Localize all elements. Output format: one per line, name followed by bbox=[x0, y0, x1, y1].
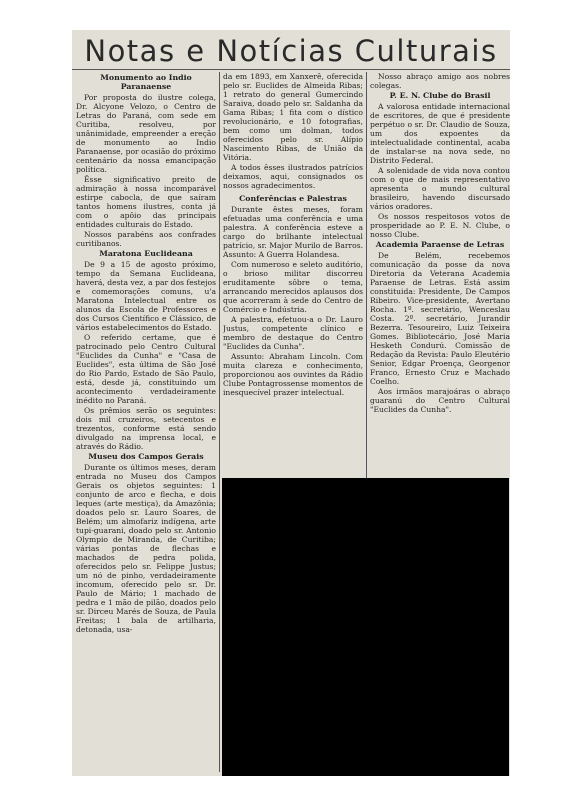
paragraph: Aos irmãos marajoáras o abraço guaranú do Centro Cultural "Euclides da Cunha". bbox=[370, 387, 510, 414]
paragraph: Os nossos respeitosos votos de prosperidade ao P. E. N. Clube, o nosso Clube. bbox=[370, 212, 510, 239]
page-title: Notas e Notícias Culturais bbox=[84, 34, 498, 68]
paragraph: Êsse significativo preito de admiração à nossa incomparável estirpe cabocla, de que saíram tantos homens ilustres, conta já com o apôio das principais entidades culturais do Estado. bbox=[76, 175, 216, 229]
redacted-block bbox=[222, 478, 509, 776]
paragraph: da em 1893, em Xanxerê, oferecida pelo sr. Euclides de Almeida Ribas; 1 retrato do general Gumercindo Saraiva, doado pelo sr. Saldanha da Gama Ribas; 1 fita com o dístico revolucionário, e 10 fotografias, bem como um dolman, todos oferecidos pelo sr. Alípio Nascimento Ribas, de União da Vitória. bbox=[223, 72, 363, 162]
paragraph: Os prêmios serão os seguintes: dois mil cruzeiros, setecentos e trezentos, conforme está sendo divulgado na imprensa local, e através do Rádio. bbox=[76, 406, 216, 451]
section-heading: Conferências e Palestras bbox=[239, 194, 347, 203]
paragraph: De Belém, recebemos comunicação da posse da nova Diretoria da Veterana Academia Paraense de Letras. Está assim constituida: Presidente, De Campos Ribeiro. Vice-presidente, Avertano Rocha. 1º. secretário, Wenceslau Costa. 2º. secretário, Jurandir Bezerra. Tesoureiro, Luiz Teixeira Gomes. Bibliotecário, José Maria Hesketh Condurú. Comissão de Redação da Revista: Paulo Eleutério Senior, Edgar Proença, Georgenor Franco, Ernesto Cruz e Machado Coelho. bbox=[370, 251, 510, 386]
paragraph: Durante os últimos meses, deram entrada no Museu dos Campos Gerais os objetos seguintes: 1 conjunto de arco e flecha, e dois leques (arte mestiça), da Amazônia; doados pelo sr. Lauro Soares, de Belém; um almofariz indígena, arte tupi-guarani, doado pelo sr. Antonio Olympio de Miranda, de Curitiba; várias pontas de flechas e machados de pedra polida, oferecidos pelo sr. Felippe Justus; um nó de pinho, verdadeiramente incomum, oferecido pelo sr. Dr. Paulo de Mário; 1 machado de pedra e 1 mão de pilão, doados pelo sr. Dirceu Marés de Souza, de Paula Freitas; 1 bala de artilharia, detonada, usa- bbox=[76, 463, 216, 634]
column-divider bbox=[366, 72, 367, 492]
paragraph: Por proposta do ilustre colega, Dr. Alcyone Velozo, o Centro de Letras do Paraná, com sede em Curitiba, resolveu, por unânimidade, empreender a ereção de monumento ao Indio Paranaense, por ocasião do próximo centenário da nossa emancipação política. bbox=[76, 93, 216, 174]
section-heading: Monumento ao Indio Paranaense bbox=[100, 73, 192, 91]
section-heading: Academia Paraense de Letras bbox=[375, 240, 505, 249]
paragraph: A solenidade de vida nova contou com o que de mais representativo apresenta o mundo cultural brasileiro, havendo discursado vários oradores. bbox=[370, 166, 510, 211]
paragraph: Assunto: Abraham Lincoln. Com muita clareza e conhecimento, proporcionou aos ouvintes da Rádio Clube Pontagrossense momentos de inesquecível prazer intelectual. bbox=[223, 352, 363, 397]
paragraph: Nosso abraço amigo aos nobres colegas. bbox=[370, 72, 510, 90]
section-heading: Maratona Euclideana bbox=[99, 249, 193, 258]
paragraph: O referido certame, que é patrocinado pelo Centro Cultural "Euclides da Cunha" e "Casa de Euclides", esta última de São José do Rio Pardo, Estado de São Paulo, está, desde já, constituindo um acontecimento verdadeiramente inédito no Paraná. bbox=[76, 333, 216, 405]
paragraph: Durante êstes meses, foram efetuadas uma conferência e uma palestra. A conferência esteve a cargo do brilhante intelectual patrício, sr. Major Murilo de Barros. Assunto: A Guerra Holandesa. bbox=[223, 205, 363, 259]
paragraph: A valorosa entidade internacional de escritores, de que é presidente perpétuo o sr. Dr. Claudio de Souza, um dos expoentes da intelectualidade continental, acaba de instalar-se na nova sede, no Distrito Federal. bbox=[370, 102, 510, 165]
section-heading: Museu dos Campos Gerais bbox=[88, 452, 204, 461]
paragraph: De 9 a 15 de agosto próximo, tempo da Semana Euclideana, haverá, desta vez, a par dos festejos e comemorações comuns, u'a Maratona Intelectual entre os alunos da Escola de Professores e dos Cursos Científico e Clássico, de vários estabelecimentos do Estado. bbox=[76, 260, 216, 332]
column-1 bbox=[76, 72, 216, 772]
column-3 bbox=[370, 72, 510, 492]
paragraph: Com numeroso e seleto auditório, o brioso militar discorreu eruditamente sôbre o tema, arrancando merecidos aplausos dos que acorreram à sede do Centro de Comércio e Indústria. bbox=[223, 260, 363, 314]
section-heading: P. E. N. Clube do Brasil bbox=[389, 91, 491, 100]
paragraph: A palestra, efetuou-a o Dr. Lauro Justus, competente clínico e membro de destaque do Centro "Euclides da Cunha". bbox=[223, 315, 363, 351]
paragraph: Nossos parabéns aos confrades curitibanos. bbox=[76, 230, 216, 248]
title-rule bbox=[72, 69, 510, 70]
column-divider bbox=[219, 72, 220, 772]
paragraph: A todos êsses ilustrados patrícios deixamos, aqui, consignados os nossos agradecimentos. bbox=[223, 163, 363, 190]
